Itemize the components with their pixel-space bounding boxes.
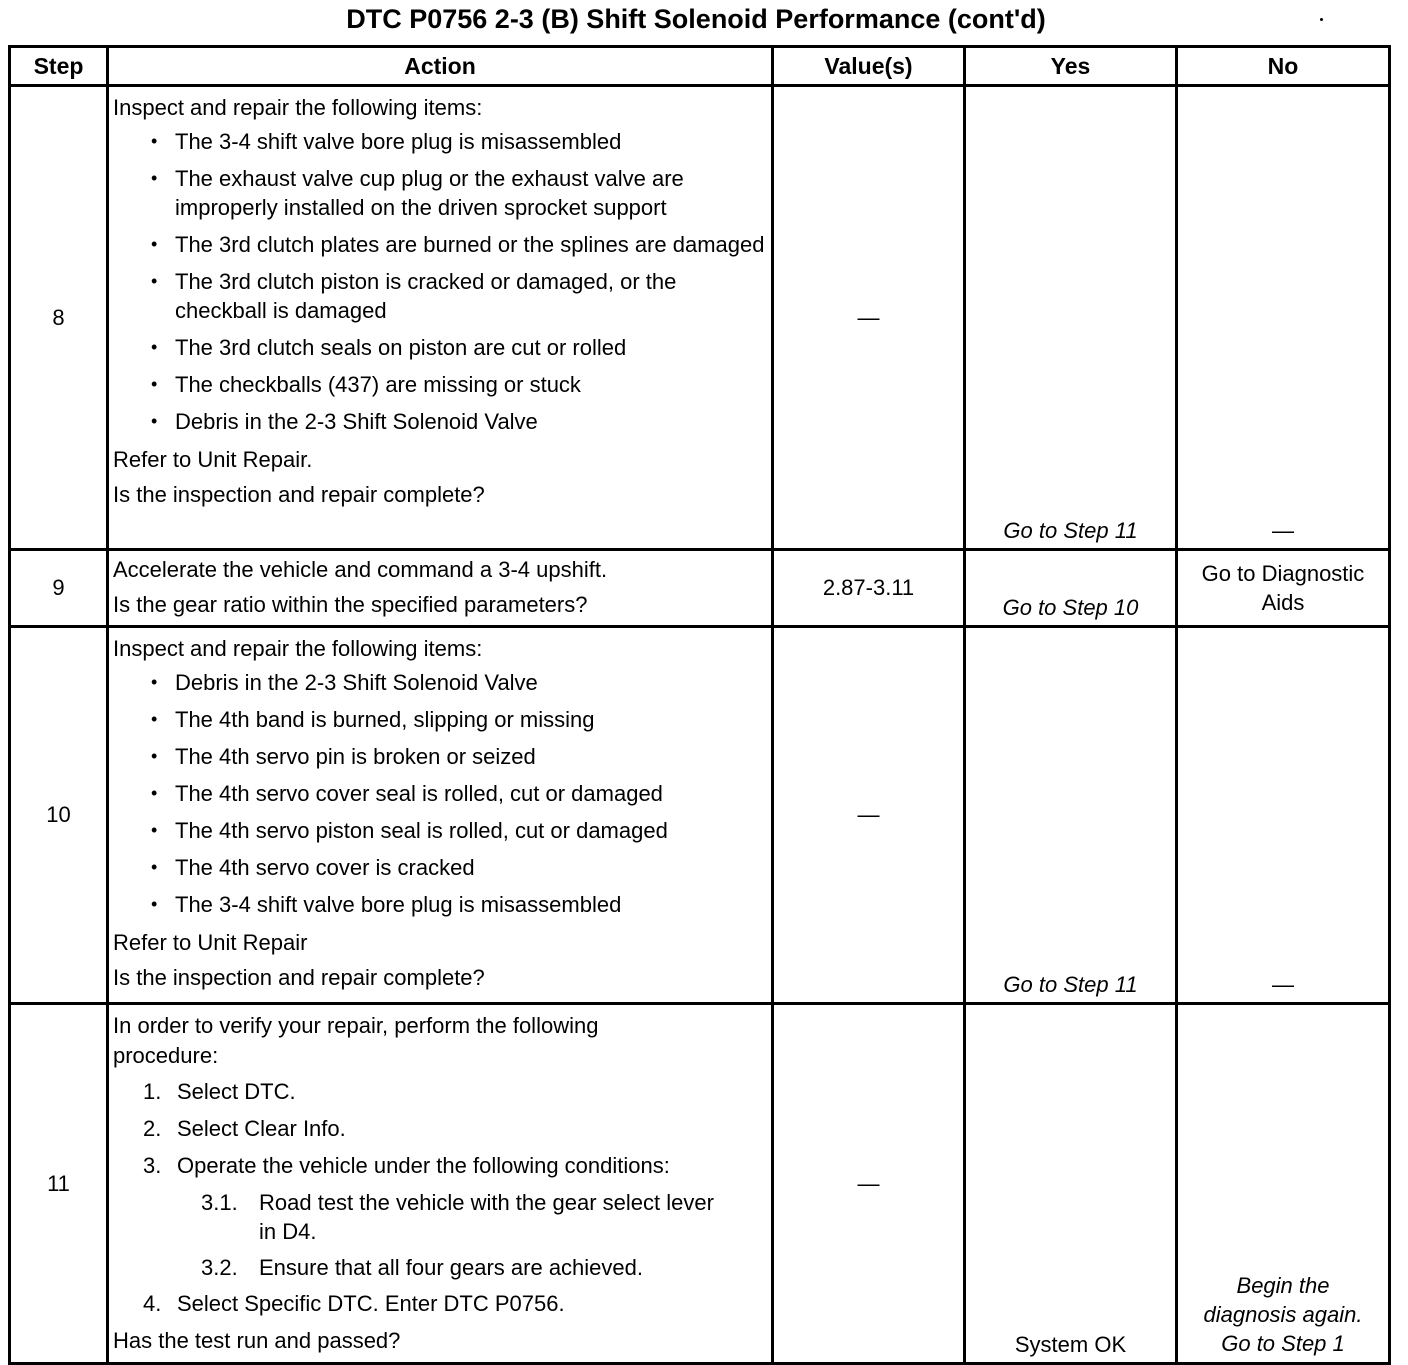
- step-index: 2.: [143, 1116, 162, 1141]
- header-row: [10, 47, 1390, 86]
- step-number: 8: [10, 86, 108, 550]
- step-text: Road test the vehicle with the gear select lever in D4.: [259, 1190, 714, 1244]
- step-index: 3.1.: [201, 1190, 238, 1215]
- no-line: Go to Step 1: [1221, 1331, 1345, 1356]
- yes-cell: System OK: [965, 1004, 1177, 1364]
- list-item: • Debris in the 2-3 Shift Solenoid Valve: [113, 407, 765, 436]
- procedure-step: [113, 1289, 765, 1319]
- header-yes: Yes: [965, 47, 1177, 86]
- refer-text: Refer to Unit Repair.: [113, 447, 313, 472]
- step-index: 4.: [143, 1291, 162, 1316]
- page-title: DTC P0756 2-3 (B) Shift Solenoid Performance (cont'd): [346, 4, 1046, 34]
- list-item: • The 3rd clutch plates are burned or the splines are damaged: [113, 230, 765, 259]
- table-row: [10, 627, 1390, 1004]
- list-item: • The exhaust valve cup plug or the exhaust valve are improperly installed on the driven sprocket support: [113, 164, 765, 222]
- step-text: Operate the vehicle under the following conditions:: [177, 1153, 670, 1178]
- yes-cell: Go to Step 11: [965, 627, 1177, 1004]
- no-line: Go to Diagnostic: [1201, 561, 1365, 586]
- question-text: Is the gear ratio within the specified parameters?: [113, 592, 588, 617]
- list-item: • The 3rd clutch seals on piston are cut or rolled: [113, 333, 765, 362]
- question-text: Is the inspection and repair complete?: [113, 482, 485, 507]
- diagnostic-table: [8, 45, 1391, 1365]
- procedure-substep: [113, 1253, 765, 1282]
- action-cell: [108, 550, 773, 627]
- action-intro: Inspect and repair the following items:: [113, 95, 483, 120]
- list-item: • The 4th servo cover is cracked: [113, 853, 765, 882]
- procedure-step: [113, 1151, 765, 1181]
- no-line: Aids: [1261, 590, 1305, 615]
- yes-cell: Go to Step 11: [965, 86, 1177, 550]
- action-cell: [108, 627, 773, 1004]
- step-index: 3.2.: [201, 1255, 238, 1280]
- step-number: 10: [10, 627, 108, 1004]
- table-row: [10, 550, 1390, 627]
- no-line: diagnosis again.: [1203, 1302, 1363, 1327]
- table-row: [10, 86, 1390, 550]
- value-cell: 2.87-3.11: [773, 550, 965, 627]
- list-item: • The 4th servo pin is broken or seized: [113, 742, 765, 771]
- step-index: 3.: [143, 1153, 162, 1178]
- action-cell: [108, 1004, 773, 1364]
- list-item: • The 4th servo piston seal is rolled, cut or damaged: [113, 816, 765, 845]
- list-item: • The 4th servo cover seal is rolled, cut or damaged: [113, 779, 765, 808]
- header-step: Step: [10, 47, 108, 86]
- header-values: Value(s): [773, 47, 965, 86]
- scan-speck: [1320, 18, 1323, 21]
- list-item: • The 3rd clutch piston is cracked or damaged, or the checkball is damaged: [113, 267, 765, 325]
- step-number: 9: [10, 550, 108, 627]
- no-cell: —: [1177, 86, 1390, 550]
- header-no: No: [1177, 47, 1390, 86]
- no-cell: —: [1177, 627, 1390, 1004]
- action-intro: In order to verify your repair, perform the following procedure:: [113, 1013, 599, 1068]
- list-item: • The 3-4 shift valve bore plug is misassembled: [113, 127, 765, 156]
- step-text: Ensure that all four gears are achieved.: [259, 1255, 644, 1280]
- action-cell: [108, 86, 773, 550]
- refer-text: Refer to Unit Repair: [113, 930, 308, 955]
- action-intro: Inspect and repair the following items:: [113, 636, 483, 661]
- value-cell: —: [773, 627, 965, 1004]
- list-item: • The 4th band is burned, slipping or missing: [113, 705, 765, 734]
- question-text: Is the inspection and repair complete?: [113, 965, 485, 990]
- step-index: 1.: [143, 1079, 162, 1104]
- table-row: [10, 1004, 1390, 1364]
- question-text: Has the test run and passed?: [113, 1328, 401, 1353]
- list-item: • The checkballs (437) are missing or stuck: [113, 370, 765, 399]
- step-text: Select Clear Info.: [177, 1116, 346, 1141]
- procedure-step: [113, 1114, 765, 1144]
- no-cell: [1177, 1004, 1390, 1364]
- value-cell: —: [773, 1004, 965, 1364]
- action-text: Accelerate the vehicle and command a 3-4 upshift.: [113, 557, 608, 582]
- procedure-substep: [113, 1188, 765, 1246]
- step-text: Select Specific DTC. Enter DTC P0756.: [177, 1291, 565, 1316]
- list-item: • The 3-4 shift valve bore plug is misassembled: [113, 890, 765, 919]
- header-action: Action: [108, 47, 773, 86]
- step-number: 11: [10, 1004, 108, 1364]
- no-line: Begin the: [1236, 1273, 1330, 1298]
- procedure-step: [113, 1077, 765, 1107]
- list-item: • Debris in the 2-3 Shift Solenoid Valve: [113, 668, 765, 697]
- value-cell: —: [773, 86, 965, 550]
- step-text: Select DTC.: [177, 1079, 296, 1104]
- yes-cell: Go to Step 10: [965, 550, 1177, 627]
- no-cell: [1177, 550, 1390, 627]
